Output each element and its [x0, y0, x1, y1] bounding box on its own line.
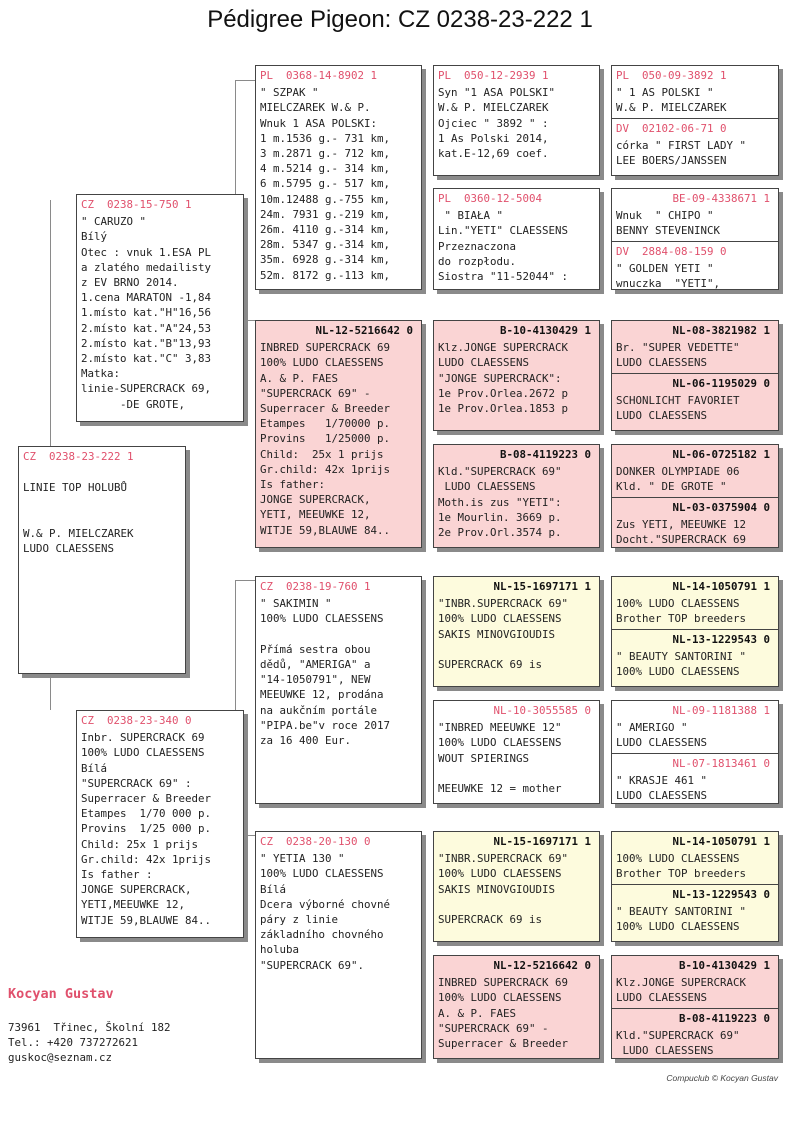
ring-number: NL-06-0725182 1 [672, 448, 770, 461]
pigeon-pair-card [611, 320, 779, 431]
ring-number: CZ 0238-23-222 1 [23, 450, 134, 463]
pigeon-description: Wnuk " CHIPO " BENNY STEVENINCK [616, 209, 721, 238]
ring-number: NL-15-1697171 1 [493, 835, 591, 848]
connector-line [235, 80, 255, 81]
ring-number: B-10-4130429 1 [499, 324, 591, 337]
ring-number: B-08-4119223 0 [499, 448, 591, 461]
pigeon-description: Syn "1 ASA POLSKI" W.& P. MIELCZAREK Ojciec " 3892 " : 1 As Polski 2014, kat.E-12,69 coef. [438, 86, 556, 161]
pigeon-description: " CARUZO " Bílý Otec : vnuk 1.ESA PL a zlatého medailisty z EV BRNO 2014. 1.cena MARATON -1,84 1.místo kat."H"16,56 2.místo kat."A"24,53 2.místo kat."B"13,93 2.místo kat."C" 3,83 Matka: linie-SUPERCRACK 69, -DE GROTE, [81, 215, 212, 411]
ring-number: NL-08-3821982 1 [672, 324, 770, 337]
pigeon-description: 100% LUDO CLAESSENS Brother TOP breeders [616, 597, 747, 626]
ring-number: B-10-4130429 1 [678, 959, 770, 972]
pigeon-pair-card [611, 576, 779, 687]
ring-number: NL-14-1050791 1 [672, 580, 770, 593]
pigeon-description: " SAKIMIN " 100% LUDO CLAESSENS Přímá sestra obou dědů, "AMERIGA" a "14-1050791", NEW MEEUWKE 12, prodána na aukčním portále "PIPA.be"v roce 2017 za 16 400 Eur. [260, 597, 391, 748]
pigeon-description: Klz.JONGE SUPERCRACK LUDO CLAESSENS "JONGE SUPERCRACK": 1e Prov.Orlea.2672 p 1e Prov.Orlea.1853 p [438, 341, 569, 416]
pigeon-description: Kld."SUPERCRACK 69" LUDO CLAESSENS [616, 1028, 740, 1058]
pigeon-card-ffm [433, 188, 600, 290]
pigeon-description: " SZPAK " MIELCZAREK W.& P. Wnuk 1 ASA POLSKI: 1 m.1536 g.- 731 km, 3 m.2871 g.- 712 km, 4 m.5214 g.- 314 km, 6 m.5795 g.- 517 km, 10m.12488 g.-755 km, 24m. 7931 g.-219 km, 26m. 4110 g.-314 km, 28m. 5347 g.-314 km, 35m. 6928 g.-314 km, 52m. 8172 g.-113 km, [260, 86, 391, 282]
breeder-address: 73961 Třinec, Školní 182 Tel.: +420 737272621 guskoc@seznam.cz [8, 1021, 171, 1065]
pigeon-description: " 1 AS POLSKI " W.& P. MIELCZAREK [616, 86, 727, 115]
ring-number: DV 02102-06-71 0 [616, 121, 727, 135]
ring-number: NL-09-1181388 1 [672, 704, 770, 717]
pigeon-description: " YETIA 130 " 100% LUDO CLAESSENS Bílá Dcera výborné chovné páry z linie základního chovného holuba "SUPERCRACK 69". [260, 852, 391, 972]
pigeon-description: " BEAUTY SANTORINI " 100% LUDO CLAESSENS [616, 649, 747, 679]
breeder-name: Kocyan Gustav [8, 986, 114, 1002]
pigeon-card-subject [18, 446, 186, 674]
ring-number: NL-12-5216642 0 [315, 324, 413, 337]
ring-number: NL-03-0375904 0 [672, 500, 770, 514]
pigeon-card-mf [255, 576, 422, 804]
connector-line [235, 580, 255, 581]
pigeon-card-mff [433, 576, 600, 687]
page-title: Pédigree Pigeon: CZ 0238-23-222 1 [207, 6, 593, 33]
pigeon-card-fm [255, 320, 422, 548]
pigeon-card-fmf [433, 320, 600, 431]
pigeon-description: " BEAUTY SANTORINI " 100% LUDO CLAESSENS [616, 904, 747, 934]
ring-number: NL-15-1697171 1 [493, 580, 591, 593]
pigeon-card-mother [76, 710, 244, 938]
ring-number: PL 050-12-2939 1 [438, 69, 549, 82]
ring-number: PL 0368-14-8902 1 [260, 69, 378, 82]
ring-number: B-08-4119223 0 [678, 1011, 770, 1025]
pigeon-description: " BIAŁA " Lin."YETI" CLAESSENS Przeznaczona do rozpłodu. Siostra "11-52044" : [438, 209, 569, 284]
pigeon-description: DONKER OLYMPIADE 06 Kld. " DE GROTE " [616, 465, 740, 494]
pigeon-card-fff [433, 65, 600, 176]
ring-number: NL-07-1813461 0 [672, 756, 770, 770]
ring-number: NL-10-3055585 0 [493, 704, 591, 717]
pigeon-pair-card [611, 700, 779, 804]
pigeon-pair-card [611, 444, 779, 548]
pigeon-description: 100% LUDO CLAESSENS Brother TOP breeders [616, 852, 747, 881]
pigeon-card-mmf [433, 831, 600, 942]
ring-number: CZ 0238-23-340 0 [81, 714, 192, 727]
pigeon-card-mmm [433, 955, 600, 1059]
ring-number: NL-06-1195029 0 [672, 376, 770, 390]
pigeon-description: LINIE TOP HOLUBŮ W.& P. MIELCZAREK LUDO CLAESSENS [23, 481, 134, 556]
pigeon-pair-card [611, 955, 779, 1059]
pigeon-description: córka " FIRST LADY " LEE BOERS/JANSSEN [616, 138, 747, 168]
pigeon-pair-card [611, 65, 779, 176]
pigeon-description: Klz.JONGE SUPERCRACK LUDO CLAESSENS [616, 976, 747, 1005]
ring-number: BE-09-4338671 1 [672, 192, 770, 205]
pigeon-pair-card [611, 831, 779, 942]
pigeon-description: SCHONLICHT FAVORIET LUDO CLAESSENS [616, 393, 740, 423]
pigeon-description: "INBR.SUPERCRACK 69" 100% LUDO CLAESSENS SAKIS MINOVGIOUDIS SUPERCRACK 69 is [438, 597, 569, 672]
pigeon-description: Zus YETI, MEEUWKE 12 Docht."SUPERCRACK 69 [616, 517, 747, 547]
ring-number: CZ 0238-20-130 0 [260, 835, 371, 848]
pigeon-description: Kld."SUPERCRACK 69" LUDO CLAESSENS Moth.is zus "YETI": 1e Mourlin. 3669 p. 2e Prov.Orl.3574 p. [438, 465, 562, 540]
pigeon-description: INBRED SUPERCRACK 69 100% LUDO CLAESSENS A. & P. FAES "SUPERCRACK 69" - Superracer & Breeder [438, 976, 569, 1051]
pigeon-card-fmm [433, 444, 600, 548]
pigeon-card-father [76, 194, 244, 422]
ring-number: CZ 0238-19-760 1 [260, 580, 371, 593]
ring-number: PL 050-09-3892 1 [616, 69, 727, 82]
pigeon-description: " GOLDEN YETI " wnuczka "YETI", [616, 261, 721, 290]
pigeon-card-ff [255, 65, 422, 290]
pigeon-description: " AMERIGO " LUDO CLAESSENS [616, 721, 708, 750]
pigeon-pair-card [611, 188, 779, 290]
pigeon-card-mfm [433, 700, 600, 804]
pigeon-description: "INBR.SUPERCRACK 69" 100% LUDO CLAESSENS SAKIS MINOVGIOUDIS SUPERCRACK 69 is [438, 852, 569, 927]
ring-number: NL-13-1229543 0 [672, 632, 770, 646]
ring-number: NL-13-1229543 0 [672, 887, 770, 901]
pigeon-description: INBRED SUPERCRACK 69 100% LUDO CLAESSENS A. & P. FAES "SUPERCRACK 69" - Superracer & Breeder Etampes 1/70000 p. Provins 1/25000 p. Child: 25x 1 prijs Gr.child: 42x 1prijs Is father: JONGE SUPERCRACK, YETI, MEEUWKE 12, WITJE 59,BLAUWE 84.. [260, 341, 391, 537]
pigeon-description: " KRASJE 461 " LUDO CLAESSENS [616, 773, 708, 803]
ring-number: DV 2884-08-159 0 [616, 244, 727, 258]
pigeon-card-mm [255, 831, 422, 1059]
ring-number: PL 0360-12-5004 [438, 192, 543, 205]
ring-number: NL-12-5216642 0 [493, 959, 591, 972]
ring-number: CZ 0238-15-750 1 [81, 198, 192, 211]
pigeon-description: Inbr. SUPERCRACK 69 100% LUDO CLAESSENS Bílá "SUPERCRACK 69" : Superracer & Breeder Etampes 1/70 000 p. Provins 1/25 000 p. Child: 25x 1 prijs Gr.child: 42x 1prijs Is father : JONGE SUPERCRACK, YETI,MEEUWKE 12, WITJE 59,BLAUWE 84.. [81, 731, 212, 927]
footer-credit: Compuclub © Kocyan Gustav [666, 1073, 778, 1083]
pigeon-description: "INBRED MEEUWKE 12" 100% LUDO CLAESSENS WOUT SPIERINGS MEEUWKE 12 = mother [438, 721, 562, 796]
ring-number: NL-14-1050791 1 [672, 835, 770, 848]
connector-line [50, 200, 51, 450]
pigeon-description: Br. "SUPER VEDETTE" LUDO CLAESSENS [616, 341, 740, 370]
